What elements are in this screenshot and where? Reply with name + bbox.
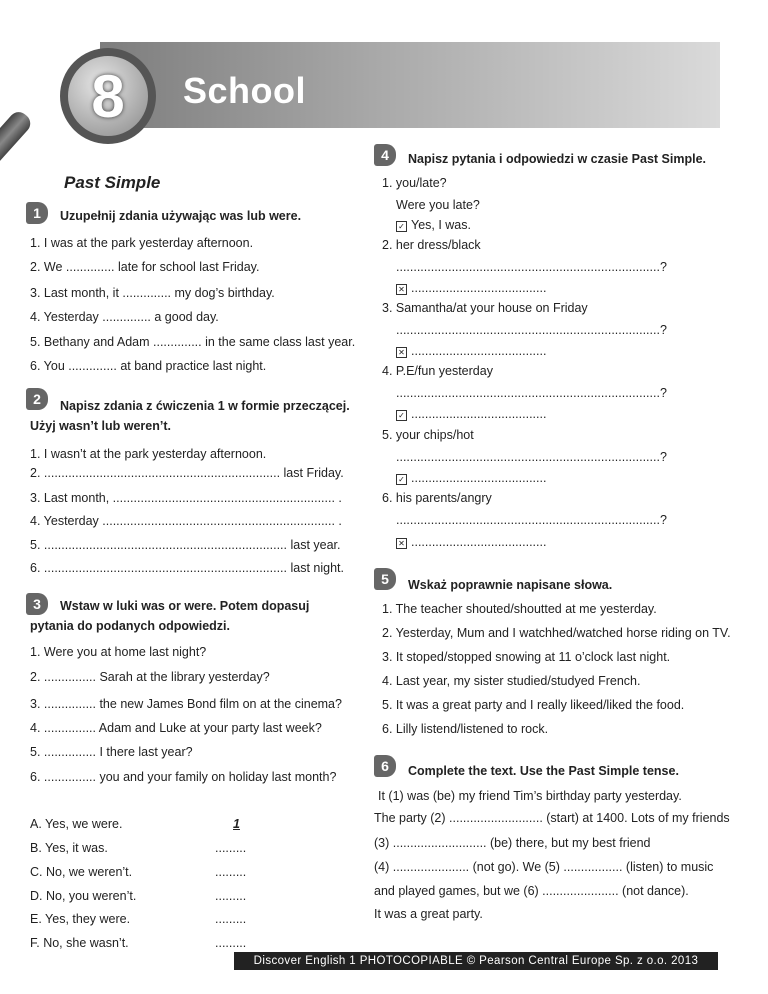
- ex3-match-a: 1: [233, 817, 240, 831]
- ex6-line-5: and played games, but we (6) ...................... (not dance).: [374, 884, 689, 898]
- ex3-match-f: .........: [215, 936, 247, 950]
- ex6-line-2: The party (2) ........................... (start) at 1400. Lots of my friends: [374, 811, 730, 825]
- ex4-prompt-2: 2. her dress/black: [382, 238, 481, 252]
- ex4-question-6: ............................................................................?: [396, 513, 667, 527]
- ex6-line-6: It was a great party.: [374, 907, 483, 921]
- exercise-1-badge: 1: [26, 202, 48, 224]
- ex3-item-4: 4. ............... Adam and Luke at your party last week?: [30, 721, 322, 735]
- ex4-answer-4: ✓ .......................................: [396, 407, 546, 421]
- ex4-prompt-6: 6. his parents/angry: [382, 491, 492, 505]
- ex3-item-2: 2. ............... Sarah at the library yesterday?: [30, 670, 270, 684]
- ex3-answer-c: C. No, we weren’t.: [30, 865, 133, 879]
- ex4-question-5: ............................................................................?: [396, 450, 667, 464]
- magnifier-handle: [0, 108, 34, 201]
- ex3-answer-f: F. No, she wasn’t.: [30, 936, 129, 950]
- unit-title: School: [183, 70, 307, 111]
- ex3-match-b: .........: [215, 841, 247, 855]
- ex1-item-1: 1. I was at the park yesterday afternoon.: [30, 236, 254, 250]
- exercise-6-instruction: Complete the text. Use the Past Simple tense.: [408, 764, 679, 778]
- exercise-6-badge: 6: [374, 755, 396, 777]
- check-icon: ✓: [396, 474, 407, 485]
- exercise-2-instruction: Napisz zdania z ćwiczenia 1 w formie przeczącej.: [60, 399, 350, 413]
- ex5-item-3: 3. It stoped/stopped snowing at 11 o’clock last night.: [382, 650, 671, 664]
- ex3-answer-d: D. No, you weren’t.: [30, 889, 137, 903]
- ex3-item-1: 1. Were you at home last night?: [30, 645, 207, 659]
- ex4-answer-2: ✕ .......................................: [396, 281, 546, 295]
- cross-icon: ✕: [396, 347, 407, 358]
- exercise-3-badge: 3: [26, 593, 48, 615]
- ex5-item-4: 4. Last year, my sister studied/studyed French.: [382, 674, 641, 688]
- ex1-item-3: 3. Last month, it .............. my dog’s birthday.: [30, 286, 275, 300]
- ex1-item-2: 2. We .............. late for school last Friday.: [30, 260, 260, 274]
- ex4-answer-1: ✓ Yes, I was.: [396, 218, 471, 232]
- ex6-line-1: It (1) was (be) my friend Tim’s birthday party yesterday.: [378, 789, 682, 803]
- ex3-match-e: .........: [215, 912, 247, 926]
- ex2-item-6: 6. ...................................................................... last night.: [30, 561, 344, 575]
- ex4-prompt-3: 3. Samantha/at your house on Friday: [382, 301, 588, 315]
- exercise-1-instruction: Uzupełnij zdania używając was lub were.: [60, 209, 302, 223]
- ex3-item-3: 3. ............... the new James Bond film on at the cinema?: [30, 697, 342, 711]
- cross-icon: ✕: [396, 284, 407, 295]
- ex3-answer-e: E. Yes, they were.: [30, 912, 131, 926]
- cross-icon: ✕: [396, 538, 407, 549]
- ex4-answer-3: ✕ .......................................: [396, 344, 546, 358]
- check-icon: ✓: [396, 410, 407, 421]
- exercise-3-instruction: Wstaw w luki was or were. Potem dopasuj: [60, 599, 310, 613]
- ex4-prompt-4: 4. P.E/fun yesterday: [382, 364, 493, 378]
- ex3-match-c: .........: [215, 865, 247, 879]
- ex6-line-4: (4) ...................... (not go). We (5) ................. (listen) to music: [374, 860, 714, 874]
- ex4-question-4: ............................................................................?: [396, 386, 667, 400]
- ex3-item-5: 5. ............... I there last year?: [30, 745, 193, 759]
- ex4-answer-6: ✕ .......................................: [396, 535, 546, 549]
- exercise-2-badge: 2: [26, 388, 48, 410]
- ex5-item-5: 5. It was a great party and I really likeed/liked the food.: [382, 698, 685, 712]
- ex3-item-6: 6. ............... you and your family on holiday last month?: [30, 770, 337, 784]
- ex2-item-5: 5. ...................................................................... last year.: [30, 538, 341, 552]
- ex1-item-5: 5. Bethany and Adam .............. in the same class last year.: [30, 335, 356, 349]
- ex2-item-3: 3. Last month, ................................................................ .: [30, 491, 342, 505]
- ex2-item-1: 1. I wasn’t at the park yesterday afternoon.: [30, 447, 267, 461]
- ex6-line-3: (3) ........................... (be) there, but my best friend: [374, 836, 651, 850]
- ex5-item-2: 2. Yesterday, Mum and I watchhed/watched horse riding on TV.: [382, 626, 731, 640]
- ex1-item-4: 4. Yesterday .............. a good day.: [30, 310, 219, 324]
- ex4-question-2: ............................................................................?: [396, 260, 667, 274]
- ex1-item-6: 6. You .............. at band practice last night.: [30, 359, 267, 373]
- unit-number: 8: [91, 62, 125, 130]
- ex3-answer-b: B. Yes, it was.: [30, 841, 108, 855]
- exercise-5-instruction: Wskaż poprawnie napisane słowa.: [408, 578, 613, 592]
- section-title: Past Simple: [64, 173, 161, 192]
- ex4-question-3: ............................................................................?: [396, 323, 667, 337]
- ex2-item-4: 4. Yesterday ................................................................... .: [30, 514, 342, 528]
- ex4-answer-5: ✓ .......................................: [396, 471, 546, 485]
- ex4-prompt-1: 1. you/late?: [382, 176, 447, 190]
- copyright-footer: Discover English 1 PHOTOCOPIABLE © Pearson Central Europe Sp. z o.o. 2013: [234, 952, 718, 970]
- exercise-5-badge: 5: [374, 568, 396, 590]
- ex3-match-d: .........: [215, 889, 247, 903]
- check-icon: ✓: [396, 221, 407, 232]
- exercise-3-instruction-2: pytania do podanych odpowiedzi.: [30, 619, 231, 633]
- ex2-item-2: 2. .................................................................... last Friday.: [30, 466, 344, 480]
- ex3-answer-a: A. Yes, we were.: [30, 817, 123, 831]
- ex4-prompt-5: 5. your chips/hot: [382, 428, 474, 442]
- exercise-2-instruction-2: Użyj wasn’t lub weren’t.: [30, 419, 171, 433]
- exercise-4-badge: 4: [374, 144, 396, 166]
- ex5-item-1: 1. The teacher shouted/shoutted at me yesterday.: [382, 602, 657, 616]
- exercise-4-instruction: Napisz pytania i odpowiedzi w czasie Past Simple.: [408, 152, 706, 166]
- ex4-question-1: Were you late?: [396, 198, 480, 212]
- ex5-item-6: 6. Lilly listend/listened to rock.: [382, 722, 549, 736]
